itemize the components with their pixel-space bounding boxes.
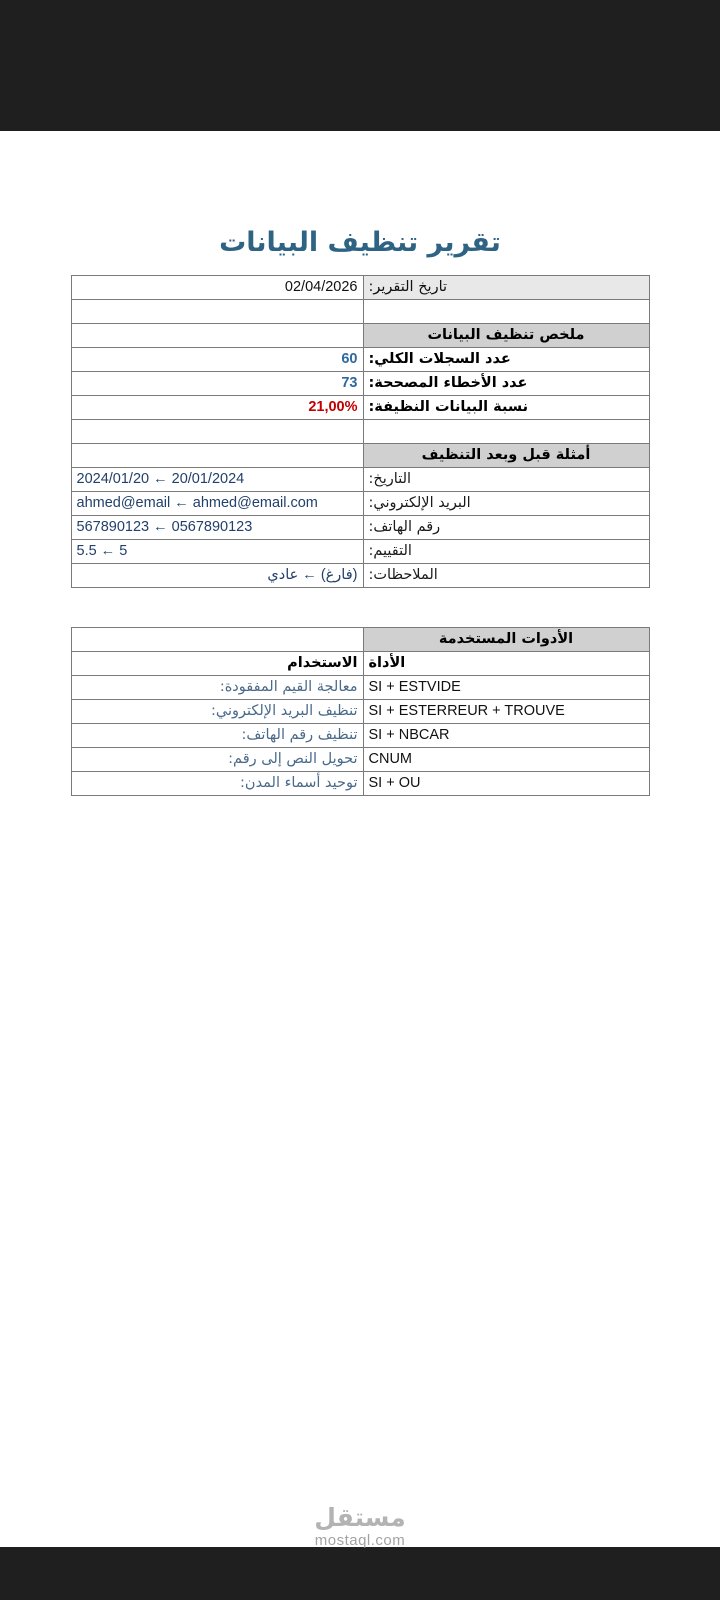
tool-name: SI + ESTERREUR + TROUVE — [363, 700, 649, 724]
table-row — [71, 676, 649, 700]
empty-cell — [71, 324, 363, 348]
clean-data-percentage-label: نسبة البيانات النظيفة: — [363, 396, 649, 420]
table-row — [71, 516, 649, 540]
examples-section-heading: أمثلة قبل وبعد التنظيف — [363, 444, 649, 468]
tool-usage: تنظيف البريد الإلكتروني: — [71, 700, 363, 724]
table-row — [71, 700, 649, 724]
table-row — [71, 348, 649, 372]
page-title: تقرير تنظيف البيانات — [219, 227, 501, 258]
example-notes-label: الملاحظات: — [363, 564, 649, 588]
table-row — [71, 372, 649, 396]
table-row — [71, 468, 649, 492]
spacer-cell — [363, 300, 649, 324]
tool-usage: توحيد أسماء المدن: — [71, 772, 363, 796]
example-rating-label: التقييم: — [363, 540, 649, 564]
column-header-usage: الاستخدام — [71, 652, 363, 676]
empty-cell — [71, 444, 363, 468]
summary-section-heading: ملخص تنظيف البيانات — [363, 324, 649, 348]
spacer-cell — [71, 420, 363, 444]
table-row — [71, 276, 649, 300]
tool-usage: تحويل النص إلى رقم: — [71, 748, 363, 772]
column-header-tool: الأداة — [363, 652, 649, 676]
example-rating-value: 5.5 ← 5 — [71, 540, 363, 564]
table-row — [71, 540, 649, 564]
table-row — [71, 492, 649, 516]
clean-data-percentage-value: 21,00% — [71, 396, 363, 420]
table-row — [71, 564, 649, 588]
tool-usage: تنظيف رقم الهاتف: — [71, 724, 363, 748]
tools-table — [71, 627, 650, 796]
tool-usage: معالجة القيم المفقودة: — [71, 676, 363, 700]
report-date-label: تاريخ التقرير: — [363, 276, 649, 300]
example-date-value: 2024/01/20 ← 20/01/2024 — [71, 468, 363, 492]
table-row — [71, 772, 649, 796]
table-row — [71, 628, 649, 652]
tool-name: SI + NBCAR — [363, 724, 649, 748]
table-row — [71, 724, 649, 748]
tool-name: CNUM — [363, 748, 649, 772]
report-date-value: 02/04/2026 — [71, 276, 363, 300]
tool-name: SI + ESTVIDE — [363, 676, 649, 700]
watermark-latin-text: mostaql.com — [314, 1532, 406, 1550]
example-email-label: البريد الإلكتروني: — [363, 492, 649, 516]
table-spacer-row — [71, 420, 649, 444]
table-spacer-row — [71, 300, 649, 324]
total-records-value: 60 — [71, 348, 363, 372]
table-row — [71, 748, 649, 772]
bottom-navigation-bar — [0, 1547, 720, 1600]
table-row — [71, 324, 649, 348]
empty-cell — [71, 628, 363, 652]
total-records-label: عدد السجلات الكلي: — [363, 348, 649, 372]
corrected-errors-label: عدد الأخطاء المصححة: — [363, 372, 649, 396]
top-status-bar — [0, 0, 720, 131]
tools-section-heading: الأدوات المستخدمة — [363, 628, 649, 652]
table-header-row — [71, 652, 649, 676]
example-date-label: التاريخ: — [363, 468, 649, 492]
table-row — [71, 444, 649, 468]
tool-name: SI + OU — [363, 772, 649, 796]
example-phone-value: 567890123 ← 0567890123 — [71, 516, 363, 540]
document-sheet — [0, 131, 720, 1550]
spacer-cell — [71, 300, 363, 324]
summary-table — [71, 275, 650, 588]
example-phone-label: رقم الهاتف: — [363, 516, 649, 540]
corrected-errors-value: 73 — [71, 372, 363, 396]
watermark-arabic-text: مستقل — [314, 1503, 406, 1532]
example-email-value: ahmed@email ← ahmed@email.com — [71, 492, 363, 516]
spacer-cell — [363, 420, 649, 444]
table-row — [71, 396, 649, 420]
example-notes-value: (فارغ) ← عادي — [71, 564, 363, 588]
